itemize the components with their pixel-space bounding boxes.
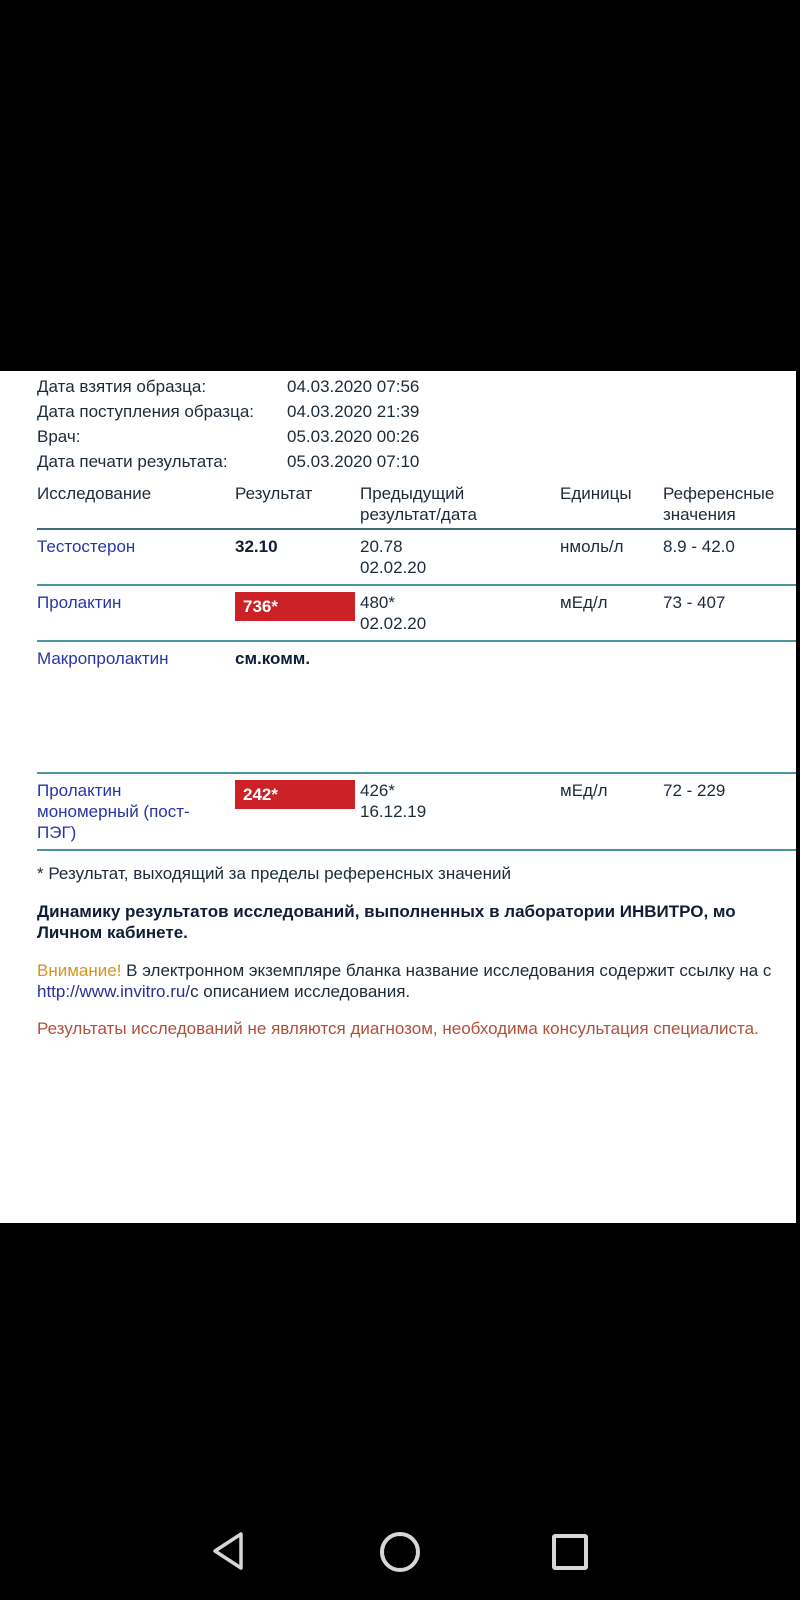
meta-value: 05.03.2020 00:26 (287, 427, 420, 446)
meta-row-sample-taken (37, 374, 796, 399)
nav-recents-button[interactable] (548, 1530, 592, 1574)
attention-text: В электронном экземпляре бланка название исследования содержит ссылку на с (121, 961, 772, 980)
header-previous-line2: результат/дата (360, 505, 477, 524)
flagged-result-badge: 242* (235, 780, 355, 809)
meta-row-sample-received (37, 399, 796, 424)
test-name: Пролактин (37, 593, 122, 612)
header-reference-line2: значения (663, 505, 736, 524)
previous-date: 02.02.20 (360, 558, 427, 577)
meta-label: Дата поступления образца: (37, 402, 255, 421)
meta-value: 04.03.2020 21:39 (287, 402, 420, 421)
meta-value: 04.03.2020 07:56 (287, 377, 420, 396)
reference-range: 73 - 407 (663, 593, 726, 612)
test-result: см.комм. (235, 649, 311, 668)
header-reference (663, 483, 796, 525)
test-units: нмоль/л (560, 537, 624, 556)
nav-home-button[interactable] (378, 1530, 422, 1574)
test-name: Макропролактин (37, 649, 169, 668)
lab-report-document (0, 371, 800, 1223)
table-gap (37, 675, 796, 772)
table-row-testosterone (37, 530, 796, 586)
test-result: 32.10 (235, 537, 278, 556)
test-result (235, 592, 360, 621)
previous-value: 426* (360, 781, 395, 800)
header-study: Исследование (37, 484, 152, 503)
table-row-macroprolactin (37, 642, 796, 675)
reference-range: 8.9 - 42.0 (663, 537, 735, 556)
attention-url-suffix: с описанием исследования. (190, 982, 411, 1001)
meta-value: 05.03.2020 07:10 (287, 452, 420, 471)
previous-date: 16.12.19 (360, 802, 427, 821)
test-units: мЕд/л (560, 781, 608, 800)
reference-range: 72 - 229 (663, 781, 726, 800)
table-row-prolactin (37, 586, 796, 642)
test-name: Пролактин мономерный (пост-ПЭГ) (37, 781, 190, 842)
header-reference-line1: Референсные (663, 484, 775, 503)
attention-line2 (37, 981, 796, 1002)
previous-result (360, 536, 560, 578)
meta-row-print-date (37, 449, 796, 474)
attention-note (37, 960, 796, 1002)
meta-label: Врач: (37, 427, 81, 446)
home-circle-icon (380, 1532, 420, 1572)
meta-label: Дата взятия образца: (37, 377, 207, 396)
header-previous-line1: Предыдущий (360, 484, 465, 503)
out-of-range-footnote: * Результат, выходящий за пределы референсных значений (37, 864, 511, 883)
dynamics-note (37, 901, 796, 943)
document-right-edge (796, 371, 800, 1223)
disclaimer-text: Результаты исследований не являются диагнозом, необходима консультация специалиста. (37, 1019, 759, 1038)
test-units: мЕд/л (560, 593, 608, 612)
results-table (37, 483, 796, 851)
previous-value: 20.78 (360, 537, 403, 556)
meta-label: Дата печати результата: (37, 452, 228, 471)
nav-back-button[interactable] (208, 1530, 252, 1574)
previous-value: 480* (360, 593, 395, 612)
header-result: Результат (235, 484, 313, 503)
attention-label: Внимание! (37, 961, 122, 980)
report-metadata (37, 372, 796, 474)
header-previous (360, 483, 560, 525)
recents-square-icon (552, 1534, 588, 1570)
table-header-row (37, 483, 796, 530)
previous-date: 02.02.20 (360, 614, 427, 633)
previous-result (360, 780, 560, 822)
dynamics-line2: Личном кабинете. (37, 923, 188, 942)
table-row-prolactin-monomeric (37, 772, 796, 851)
back-triangle-icon (210, 1529, 250, 1576)
invitro-link[interactable]: http://www.invitro.ru/ (37, 982, 191, 1001)
test-result (235, 780, 360, 809)
lab-report-content (0, 371, 800, 1223)
android-navigation-bar (0, 1490, 800, 1600)
dynamics-line1: Динамику результатов исследований, выполненных в лаборатории ИНВИТРО, мо (37, 902, 736, 921)
header-units: Единицы (560, 484, 632, 503)
flagged-result-badge: 736* (235, 592, 355, 621)
attention-line1 (37, 960, 796, 981)
meta-row-doctor (37, 424, 796, 449)
test-name: Тестостерон (37, 537, 136, 556)
previous-result (360, 592, 560, 634)
